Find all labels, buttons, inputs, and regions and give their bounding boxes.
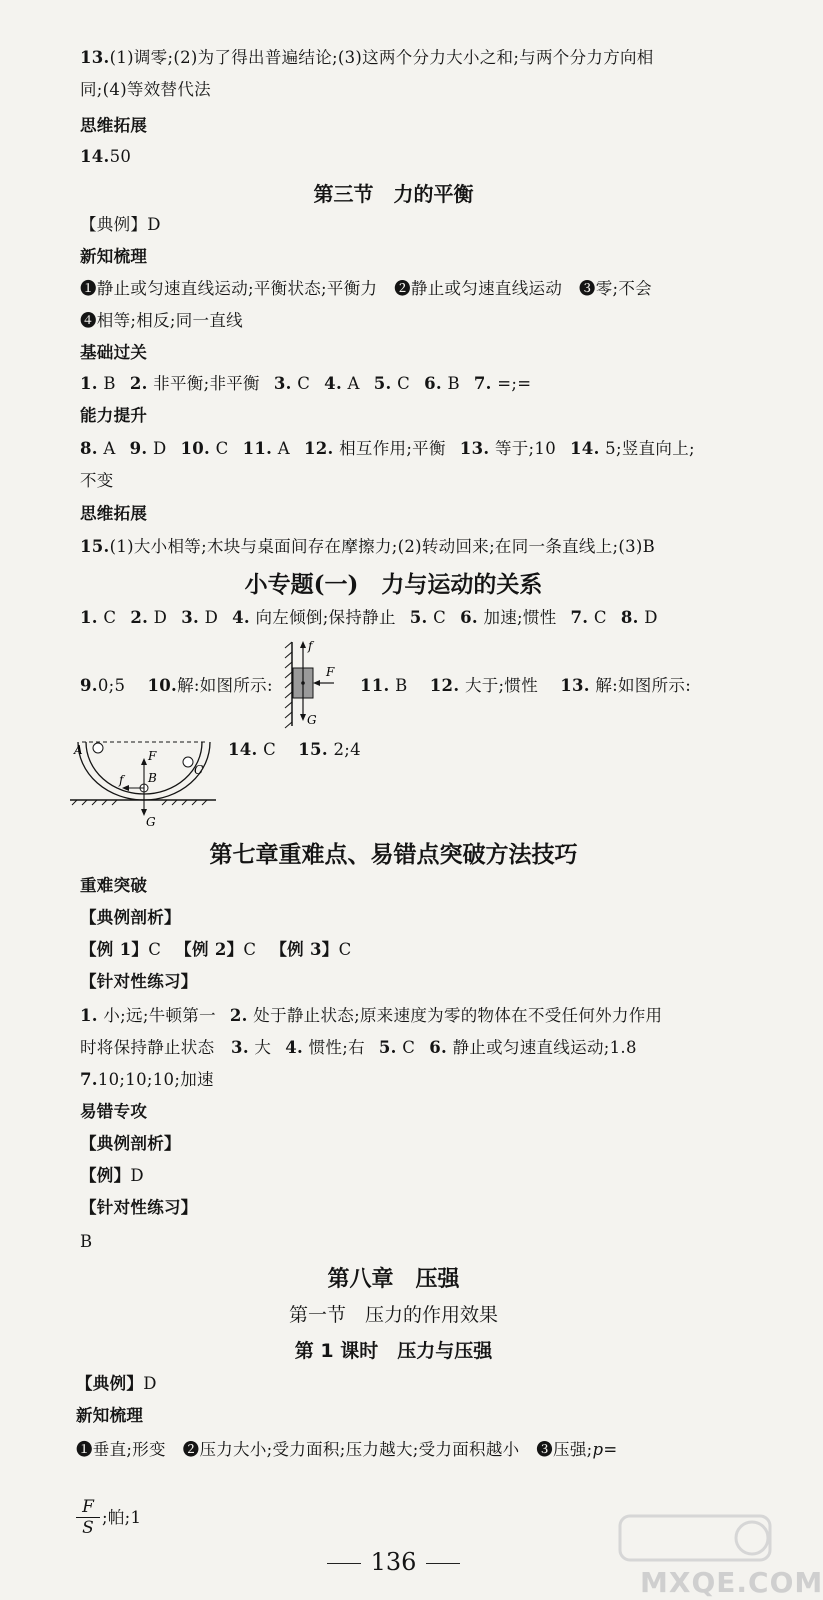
- dianli-pouxi-1: 【典例剖析】: [80, 908, 181, 927]
- nengli-label: 能力提升: [80, 406, 148, 425]
- answer-value: D: [199, 608, 219, 627]
- answer-value: D: [148, 608, 168, 627]
- answer-number: 10.: [180, 439, 211, 458]
- answer-number: 8.: [80, 439, 98, 458]
- answer-value: D: [638, 608, 658, 627]
- ground-hatching: [72, 800, 207, 805]
- block-wall-figure: [282, 636, 352, 730]
- answer-number: 2.: [229, 1006, 248, 1025]
- answer-number: 【例 3】: [270, 940, 339, 959]
- normal-force-arrowhead: [141, 758, 147, 765]
- q14-q15b-line: 14. C 15. 2;4: [228, 740, 361, 759]
- special-row1: [80, 606, 658, 630]
- answer-number: 6.: [424, 374, 442, 393]
- siwei-label-2: 思维拓展: [80, 504, 148, 523]
- label-f-2: f: [119, 773, 124, 787]
- answer-number: 7.: [570, 608, 589, 627]
- answer-number: 9.: [129, 439, 148, 458]
- answer-number: 14.: [570, 439, 600, 458]
- answer-number: 4.: [232, 608, 250, 627]
- answer-value: 大: [248, 1038, 272, 1057]
- answer-value: C: [97, 608, 117, 627]
- answer-value: C: [148, 940, 162, 959]
- push-arrowhead: [313, 680, 320, 686]
- answer-item: [231, 1038, 271, 1057]
- zhendui-label-1: 【针对性练习】: [80, 972, 198, 991]
- wall-hatching: [285, 642, 292, 728]
- answer-value: D: [147, 439, 167, 458]
- answer-value: 向左倾倒;保持静止: [249, 608, 396, 627]
- page-number-dash-right: [426, 1563, 460, 1564]
- answer-number: 1.: [80, 608, 98, 627]
- answer-value: A: [97, 439, 116, 458]
- answer-value: C: [210, 439, 229, 458]
- gravity-arrowhead: [300, 714, 306, 721]
- answer-item: [285, 1038, 365, 1057]
- dianli-1: 【典例】D: [80, 215, 161, 234]
- answer-number: 3.: [181, 608, 200, 627]
- answer-value: 加速;惯性: [477, 608, 557, 627]
- answer-number: 8.: [620, 608, 639, 627]
- answer-item: [374, 374, 410, 393]
- label-B: B: [148, 771, 157, 785]
- answer-number: 6.: [429, 1038, 448, 1057]
- answer-number: 2.: [129, 374, 148, 393]
- zhendui-ans-2: B: [80, 1232, 93, 1251]
- answer-item: [80, 608, 116, 627]
- xinzhi-label-1: 新知梳理: [80, 247, 148, 266]
- answer-number: 3.: [231, 1038, 249, 1057]
- answer-item: [424, 374, 460, 393]
- answer-item: [230, 1006, 662, 1025]
- answer-item: [80, 940, 161, 959]
- answer-value: 惯性;右: [303, 1038, 365, 1057]
- zd-line3: 7.10;10;10;加速: [80, 1070, 214, 1089]
- answer-item: [429, 1038, 637, 1057]
- lesson1-title: 第 1 课时 压力与压强: [294, 1340, 493, 1362]
- xinzhi2-line1: ❶垂直;形变 ❷压力大小;受力面积;压力越大;受力面积越小 ❸压强;p=: [76, 1440, 618, 1459]
- answer-number: 1.: [80, 1006, 98, 1025]
- answer-value: B: [97, 374, 116, 393]
- answer-value: C: [243, 940, 257, 959]
- answer-value: 非平衡;非平衡: [147, 374, 260, 393]
- dianli-pouxi-2: 【典例剖析】: [80, 1134, 181, 1153]
- answer-item: [80, 1006, 216, 1025]
- q9-q10-line: 9.0;5 10.解:如图所示:: [80, 676, 273, 695]
- answer-item: [243, 439, 290, 458]
- answer-number: 1.: [80, 374, 98, 393]
- examples-line: [80, 938, 352, 962]
- answer-number: 7.: [473, 374, 492, 393]
- bowl-track-figure: [68, 732, 218, 830]
- answer-value: A: [342, 374, 360, 393]
- q13-cont: 同;(4)等效替代法: [80, 80, 211, 99]
- q14-line: 14.50: [80, 147, 132, 166]
- page-number-dash-left: [327, 1563, 361, 1564]
- ch7-title: 第七章重难点、易错点突破方法技巧: [209, 841, 578, 868]
- answer-number: 【例 2】: [175, 940, 244, 959]
- answer-item: [570, 439, 695, 458]
- answer-item: [130, 608, 167, 627]
- answer-item: [379, 1038, 415, 1057]
- answer-number: 13.: [459, 439, 490, 458]
- answer-item: [410, 608, 446, 627]
- answer-value: 5;竖直向上;: [599, 439, 695, 458]
- answer-value: A: [272, 439, 290, 458]
- zhongnan-label: 重难突破: [80, 876, 148, 895]
- answer-value: 相互作用;平衡: [333, 439, 446, 458]
- answer-item: [232, 608, 396, 627]
- answer-number: 5.: [409, 608, 428, 627]
- answer-number: 2.: [130, 608, 149, 627]
- answer-value: 静止或匀速直线运动;1.8: [447, 1038, 637, 1057]
- watermark-circle: [736, 1522, 768, 1554]
- q11-q13-line: 11. B 12. 大于;惯性 13. 解:如图所示:: [360, 676, 692, 695]
- answer-item: [324, 374, 360, 393]
- answer-item: [270, 940, 351, 959]
- answer-value: C: [291, 374, 311, 393]
- answer-item: [274, 374, 310, 393]
- answer-value: 处于静止状态;原来速度为零的物体在不受任何外力作用: [247, 1006, 663, 1025]
- section1-title: 第一节 压力的作用效果: [288, 1304, 498, 1326]
- label-G: G: [307, 713, 317, 727]
- answer-value: 小;远;牛顿第一: [97, 1006, 216, 1025]
- special-title: 小专题(一) 力与运动的关系: [244, 571, 543, 598]
- answer-number: 12.: [303, 439, 334, 458]
- answer-number: 5.: [373, 374, 392, 393]
- fraction-denominator: S: [82, 1518, 94, 1538]
- yicuo-label: 易错专攻: [80, 1102, 148, 1121]
- answer-value: C: [588, 608, 607, 627]
- li-line: 【例】D: [80, 1166, 144, 1185]
- zd-line2: 时将保持静止状态 3. 大 4. 惯性;右 5. C 6. 静止或匀速直线运动;1.8: [80, 1038, 637, 1057]
- label-f: f: [308, 639, 313, 653]
- label-F-2: F: [148, 749, 157, 763]
- answer-item: [181, 608, 218, 627]
- xinzhi1-line1: ❶静止或匀速直线运动;平衡状态;平衡力 ❷静止或匀速直线运动 ❸零;不会: [80, 279, 652, 298]
- ball-A: [93, 743, 103, 753]
- page-number: 136: [0, 1548, 787, 1576]
- label-F: F: [326, 665, 335, 679]
- label-A: A: [74, 743, 83, 757]
- answer-value: =;=: [491, 374, 532, 393]
- q13-line: 13.(1)调零;(2)为了得出普遍结论;(3)这两个分力大小之和;与两个分力方向相: [80, 48, 654, 67]
- friction-arrowhead: [300, 641, 306, 648]
- zhendui-label-2: 【针对性练习】: [80, 1198, 198, 1217]
- pressure-fraction: [76, 1498, 100, 1537]
- label-G-2: G: [146, 815, 156, 829]
- nengli-answers: [80, 437, 695, 461]
- answer-item: [621, 608, 658, 627]
- answer-value: B: [441, 374, 460, 393]
- answer-value: C: [427, 608, 447, 627]
- answer-item: [181, 439, 229, 458]
- answer-item: [460, 439, 556, 458]
- answer-item: [80, 374, 116, 393]
- answer-item: [175, 940, 256, 959]
- zd-line1: [80, 1004, 662, 1028]
- answer-item: [304, 439, 446, 458]
- ball-C: [183, 757, 193, 767]
- fraction-numerator: F: [82, 1497, 94, 1517]
- nengli-cont: 不变: [80, 471, 114, 490]
- section3-title: 第三节 力的平衡: [313, 182, 474, 206]
- answer-number: 5.: [378, 1038, 397, 1057]
- answer-number: 4.: [324, 374, 342, 393]
- answer-value: 等于;10: [489, 439, 557, 458]
- answer-number: 3.: [273, 374, 292, 393]
- xinzhi2-line2: ;帕;1: [102, 1508, 142, 1527]
- answer-number: 6.: [460, 608, 478, 627]
- answer-item: [80, 439, 116, 458]
- jichu-label: 基础过关: [80, 343, 148, 362]
- answer-item: [571, 608, 607, 627]
- jichu-answers: [80, 372, 531, 396]
- xinzhi1-line2: ❹相等;相反;同一直线: [80, 311, 243, 330]
- answer-value: C: [338, 940, 352, 959]
- watermark-text: MXQE.COM: [640, 1566, 823, 1599]
- answer-item: [130, 439, 167, 458]
- answer-item: [460, 608, 556, 627]
- q15-line: 15.(1)大小相等;木块与桌面间存在摩擦力;(2)转动回来;在同一条直线上;(3)B: [80, 537, 656, 556]
- answer-number: 4.: [285, 1038, 304, 1057]
- xinzhi-label-2: 新知梳理: [76, 1406, 144, 1425]
- answer-value: C: [396, 1038, 416, 1057]
- answer-number: 11.: [242, 439, 273, 458]
- answer-item: [130, 374, 260, 393]
- label-C: C: [194, 763, 204, 777]
- answer-item: [474, 374, 531, 393]
- answer-value: C: [391, 374, 411, 393]
- answer-number: 【例 1】: [80, 940, 149, 959]
- ch8-title: 第八章 压强: [327, 1266, 460, 1292]
- siwei-label-1: 思维拓展: [80, 116, 148, 135]
- dianli-3-line: 【典例】D: [76, 1374, 157, 1393]
